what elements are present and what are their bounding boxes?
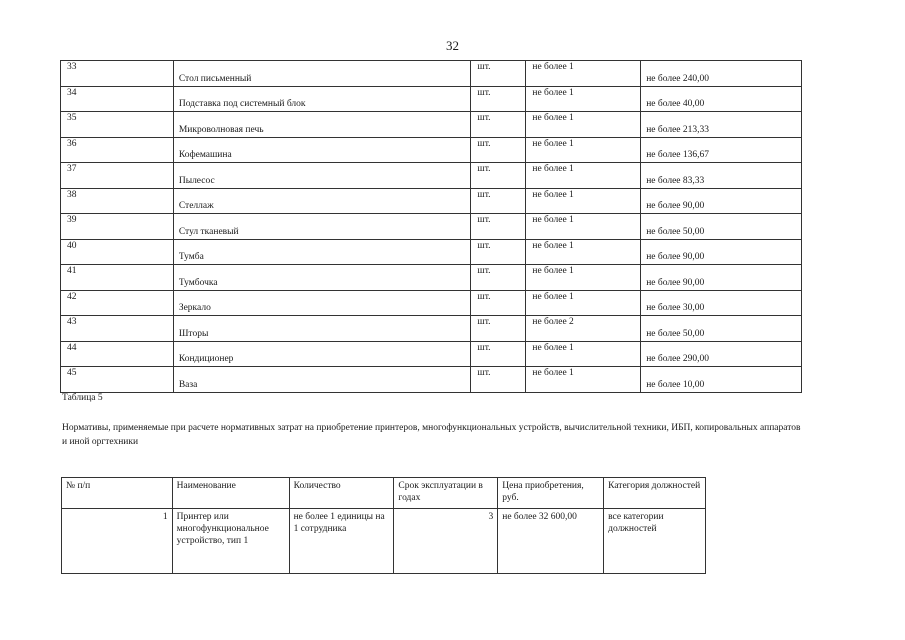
header-service-life: Срок эксплуатации в годах xyxy=(394,478,498,509)
cell-quantity: не более 1 xyxy=(526,86,641,112)
cell-name: Тумбочка xyxy=(173,265,471,291)
table5-header-row xyxy=(62,478,706,509)
cell-name: Стеллаж xyxy=(173,188,471,214)
table-label: Таблица 5 xyxy=(62,393,103,403)
cell-unit: шт. xyxy=(471,265,526,291)
cell-quantity: не более 1 xyxy=(526,341,641,367)
cell-quantity: не более 1 xyxy=(526,163,641,189)
cell-name: Кофемашина xyxy=(173,137,471,163)
cell-num: 33 xyxy=(61,61,174,87)
cell-price: не более 40,00 xyxy=(641,86,802,112)
cell-num: 36 xyxy=(61,137,174,163)
cell-num: 40 xyxy=(61,239,174,265)
cell-num: 45 xyxy=(61,367,174,393)
cell-unit: шт. xyxy=(471,112,526,138)
cell-price: не более 136,67 xyxy=(641,137,802,163)
cell-unit: шт. xyxy=(471,61,526,87)
cell-quantity: не более 1 xyxy=(526,214,641,240)
cell-unit: шт. xyxy=(471,188,526,214)
cell-name: Микроволновая печь xyxy=(173,112,471,138)
cell-category: все категории должностей xyxy=(604,509,706,574)
cell-num: 41 xyxy=(61,265,174,291)
table-row xyxy=(61,112,802,138)
table-row xyxy=(61,188,802,214)
items-table-body xyxy=(61,61,802,393)
cell-quantity: не более 2 xyxy=(526,316,641,342)
table-row xyxy=(61,137,802,163)
header-category: Категория должностей xyxy=(604,478,706,509)
cell-price: не более 90,00 xyxy=(641,188,802,214)
table-row xyxy=(61,265,802,291)
cell-quantity: не более 1 xyxy=(526,61,641,87)
cell-price: не более 213,33 xyxy=(641,112,802,138)
cell-name: Принтер или многофункциональное устройство, тип 1 xyxy=(172,509,289,574)
cell-price: не более 50,00 xyxy=(641,214,802,240)
cell-price: не более 50,00 xyxy=(641,316,802,342)
header-price: Цена приобретения, руб. xyxy=(498,478,604,509)
table-row xyxy=(61,86,802,112)
cell-quantity: не более 1 xyxy=(526,137,641,163)
header-name: Наименование xyxy=(172,478,289,509)
cell-num: 42 xyxy=(61,290,174,316)
cell-unit: шт. xyxy=(471,341,526,367)
cell-price: не более 32 600,00 xyxy=(498,509,604,574)
cell-price: не более 10,00 xyxy=(641,367,802,393)
cell-name: Пылесос xyxy=(173,163,471,189)
cell-name: Шторы xyxy=(173,316,471,342)
cell-unit: шт. xyxy=(471,290,526,316)
table-row xyxy=(61,214,802,240)
cell-quantity: не более 1 xyxy=(526,290,641,316)
table-row xyxy=(61,341,802,367)
cell-unit: шт. xyxy=(471,214,526,240)
cell-num: 43 xyxy=(61,316,174,342)
cell-quantity: не более 1 xyxy=(526,112,641,138)
items-table xyxy=(60,60,802,393)
table-row xyxy=(61,316,802,342)
cell-price: не более 290,00 xyxy=(641,341,802,367)
cell-quantity: не более 1 xyxy=(526,188,641,214)
cell-name: Стул тканевый xyxy=(173,214,471,240)
cell-num: 34 xyxy=(61,86,174,112)
cell-unit: шт. xyxy=(471,137,526,163)
header-quantity: Количество xyxy=(289,478,394,509)
cell-num: 1 xyxy=(62,509,173,574)
page-number: 32 xyxy=(446,38,459,53)
table-row xyxy=(62,509,706,574)
cell-price: не более 30,00 xyxy=(641,290,802,316)
cell-num: 38 xyxy=(61,188,174,214)
cell-price: не более 90,00 xyxy=(641,239,802,265)
cell-name: Ваза xyxy=(173,367,471,393)
cell-quantity: не более 1 xyxy=(526,239,641,265)
equipment-norms-table xyxy=(61,477,706,574)
table-row xyxy=(61,239,802,265)
cell-unit: шт. xyxy=(471,239,526,265)
cell-num: 44 xyxy=(61,341,174,367)
cell-name: Кондиционер xyxy=(173,341,471,367)
cell-quantity: не более 1 xyxy=(526,367,641,393)
cell-name: Подставка под системный блок xyxy=(173,86,471,112)
cell-unit: шт. xyxy=(471,367,526,393)
cell-num: 35 xyxy=(61,112,174,138)
cell-unit: шт. xyxy=(471,86,526,112)
cell-unit: шт. xyxy=(471,163,526,189)
cell-unit: шт. xyxy=(471,316,526,342)
cell-price: не более 90,00 xyxy=(641,265,802,291)
cell-name: Зеркало xyxy=(173,290,471,316)
cell-name: Тумба xyxy=(173,239,471,265)
table-row xyxy=(61,61,802,87)
cell-service-life: 3 xyxy=(394,509,498,574)
cell-quantity: не более 1 единицы на 1 сотрудника xyxy=(289,509,394,574)
table-description: Нормативы, применяемые при расчете нормативных затрат на приобретение принтеров, многофункциональных устройств, вычислительной техники, ИБП, копировальных аппаратов и иной оргтехники xyxy=(62,423,801,447)
cell-num: 39 xyxy=(61,214,174,240)
table-row xyxy=(61,367,802,393)
cell-price: не более 83,33 xyxy=(641,163,802,189)
table-row xyxy=(61,290,802,316)
cell-num: 37 xyxy=(61,163,174,189)
cell-price: не более 240,00 xyxy=(641,61,802,87)
cell-quantity: не более 1 xyxy=(526,265,641,291)
table-row xyxy=(61,163,802,189)
cell-name: Стол письменный xyxy=(173,61,471,87)
header-num: № п/п xyxy=(62,478,173,509)
